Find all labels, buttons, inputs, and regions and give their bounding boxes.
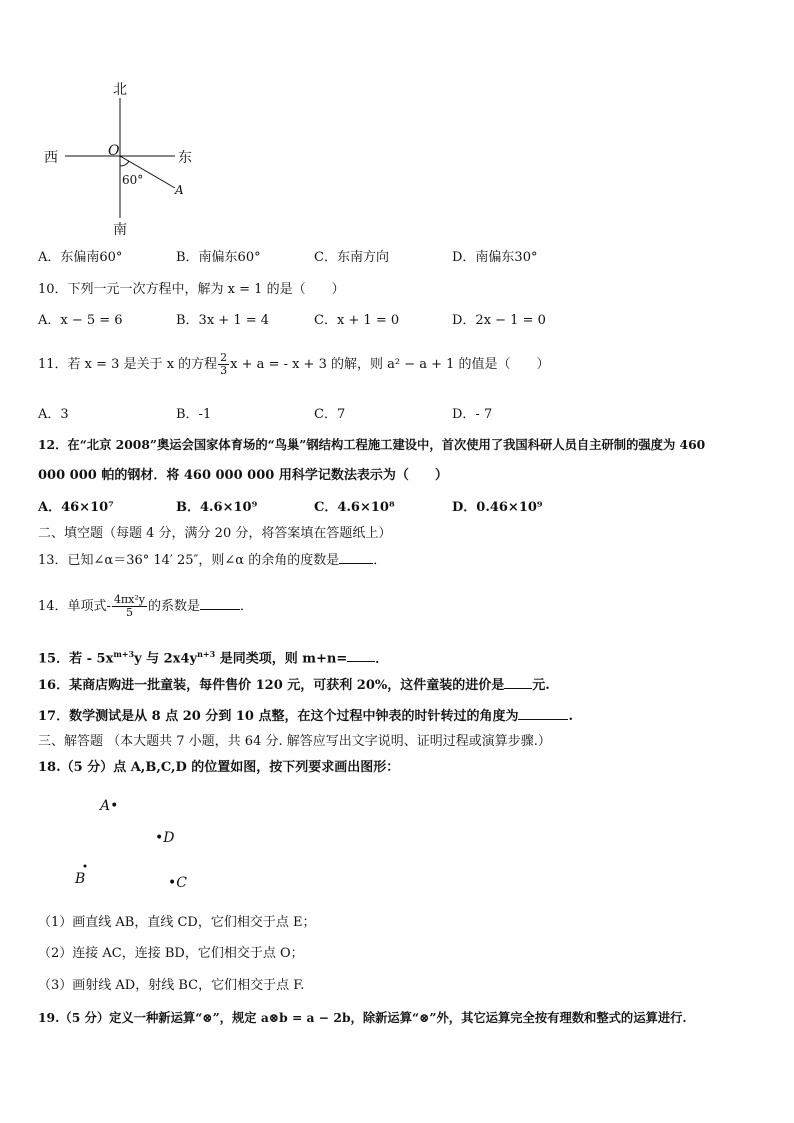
q17	[38, 707, 573, 726]
q10-stem: 10．下列一元一次方程中，解为 x = 1 的是（ ）	[38, 282, 345, 297]
point-b-dot	[84, 865, 87, 868]
point-b: B	[75, 871, 86, 887]
q15-answer-blank	[347, 649, 375, 662]
q15-end: ．	[375, 651, 389, 667]
q17-text: 17．数学测试是从 8 点 20 分到 10 点整，在这个过程中钟表的时针转过的角度为	[38, 709, 519, 724]
q15-prefix: 15．若 - 5x	[38, 651, 114, 667]
q11-option-d: D．- 7	[452, 407, 493, 422]
q12-line2: 000 000 帕的钢材．将 460 000 000 用科学记数法表示为（ ）	[38, 468, 448, 483]
q18-step-2: （2）连接 AC，连接 BD，它们相交于点 O；	[38, 946, 304, 961]
q9-option-a: A．东偏南60°	[38, 250, 123, 265]
q10-option-b: B．3x + 1 = 4	[176, 313, 270, 328]
q10-option-a: A．x − 5 = 6	[38, 313, 123, 328]
q12-option-d: D．0.46×10⁹	[452, 500, 543, 515]
q14-frac-den: 5	[125, 606, 133, 619]
q15-mid: y 与 2x	[134, 651, 181, 667]
q15-sup1: m+3	[113, 649, 135, 659]
q14-prefix: 14．单项式-	[38, 599, 111, 614]
q17-answer-blank	[518, 707, 568, 720]
q16-end: 元.	[532, 678, 550, 693]
point-c: •C	[168, 875, 187, 891]
q12-option-a: A．46×10⁷	[38, 500, 114, 515]
q13-answer-blank	[339, 551, 373, 564]
q9-option-b: B．南偏东60°	[176, 250, 261, 265]
q18-step-3: （3）画射线 AD，射线 BC，它们相交于点 F.	[38, 978, 305, 993]
q11-stem	[38, 352, 550, 377]
q16-answer-blank	[504, 676, 532, 689]
q12-option-b: B．4.6×10⁹	[176, 500, 258, 515]
east-label: 东	[178, 150, 192, 166]
point-a: A•	[100, 798, 119, 814]
south-label: 南	[113, 222, 127, 238]
compass-figure	[40, 78, 220, 238]
q9-option-c: C．东南方向	[314, 250, 389, 265]
q14-answer-blank	[200, 597, 240, 610]
q11-fraction	[218, 352, 229, 377]
q18-step-1: （1）画直线 AB，直线 CD，它们相交于点 E；	[38, 915, 316, 930]
point-d: •D	[155, 830, 175, 846]
q14-suffix: 的系数是	[148, 599, 201, 614]
angle-label: 60°	[122, 173, 144, 187]
q11-option-c: C．7	[314, 407, 346, 422]
q12-option-c: C．4.6×10⁸	[314, 500, 395, 515]
q12-line1: 12．在“北京 2008”奥运会国家体育场的“鸟巢”钢结构工程施工建设中，首次使用了我国科研人员自主研制的强度为 460	[38, 437, 706, 452]
q11-option-a: A．3	[38, 407, 69, 422]
q10-option-c: C．x + 1 = 0	[314, 313, 400, 328]
q15-mid2: 4y	[180, 651, 198, 667]
q14-frac-num: 4πx²y	[113, 593, 145, 606]
section-3-heading: 三、解答题 （本大题共 7 小题，共 64 分. 解答应写出文字说明、证明过程或演算步骤.）	[38, 734, 551, 749]
north-label: 北	[113, 82, 127, 98]
q16	[38, 676, 550, 695]
q9-option-d: D．南偏东30°	[452, 250, 538, 265]
q15-sup2: n+3	[197, 649, 216, 659]
q14: 14．单项式- $\frac{\text{4πx²y}}{5}$ 的系数是 ．	[38, 593, 254, 619]
west-label: 西	[44, 150, 58, 166]
points-figure	[60, 790, 220, 900]
point-a-label: A	[175, 183, 184, 197]
q11-option-b: B．-1	[176, 407, 212, 422]
q13-text: 13．已知∠α＝36° 14′ 25″，则∠α 的余角的度数是	[38, 553, 340, 568]
q17-end: .	[568, 709, 574, 724]
q11-frac-den: 3	[220, 364, 228, 377]
q13: 13．已知∠α＝36° 14′ 25″，则∠α 的余角的度数是 ．	[38, 553, 387, 568]
q16-text: 16．某商店购进一批童装，每件售价 120 元，可获利 20%，这件童装的进价是	[38, 678, 505, 693]
q14-fraction	[112, 594, 147, 619]
q11-prefix: 11．若 x = 3 是关于 x 的方程	[38, 357, 218, 372]
q11-frac-num: 2	[220, 351, 228, 364]
q15-suffix: 是同类项，则 m+n=	[215, 651, 348, 667]
angle-arc	[120, 161, 129, 166]
q10-option-d: D．2x − 1 = 0	[452, 313, 546, 328]
q15	[38, 645, 388, 668]
q18-stem: 18.（5 分）点 A,B,C,D 的位置如图，按下列要求画出图形：	[38, 760, 400, 775]
origin-label: O	[108, 143, 120, 159]
section-2-heading: 二、填空题（每题 4 分，满分 20 分，将答案填在答题纸上）	[38, 526, 392, 541]
q11-mid: x + a = - x + 3 的解，则 a² − a + 1 的值是（ ）	[230, 357, 550, 372]
q19: 19.（5 分）定义一种新运算“⊗”，规定 a⊗b = a − 2b，除新运算“⊗”外，其它运算完全按有理数和整式的运算进行.	[38, 1010, 687, 1025]
